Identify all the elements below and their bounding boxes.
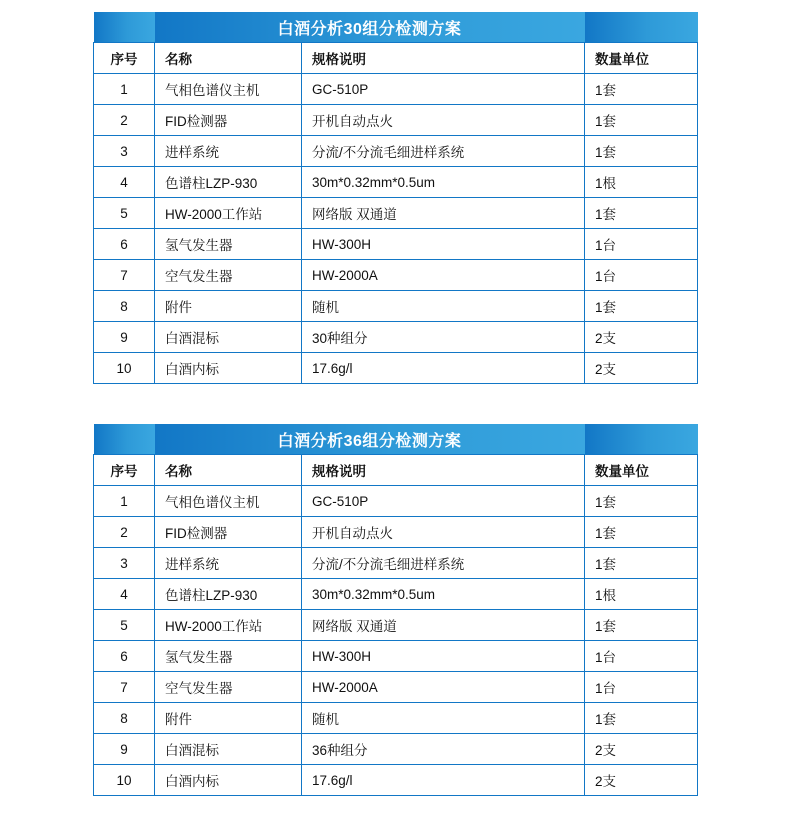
cell-qty: 1套 <box>585 703 698 734</box>
cell-name: 气相色谱仪主机 <box>155 74 302 105</box>
cell-name: 白酒混标 <box>155 734 302 765</box>
cell-index: 7 <box>94 672 155 703</box>
cell-name: 附件 <box>155 291 302 322</box>
cell-index: 3 <box>94 548 155 579</box>
column-header-name: 名称 <box>155 455 302 486</box>
cell-qty: 1套 <box>585 548 698 579</box>
cell-name: 空气发生器 <box>155 672 302 703</box>
table-header-row <box>94 455 698 486</box>
cell-index: 7 <box>94 260 155 291</box>
cell-spec: 网络版 双通道 <box>302 610 585 641</box>
table-row <box>94 322 698 353</box>
cell-spec: GC-510P <box>302 74 585 105</box>
cell-spec: HW-300H <box>302 641 585 672</box>
cell-index: 3 <box>94 136 155 167</box>
cell-name: 附件 <box>155 703 302 734</box>
table-title: 白酒分析36组分检测方案 <box>155 424 585 455</box>
table-row <box>94 74 698 105</box>
spec-table <box>93 424 698 796</box>
table-row <box>94 486 698 517</box>
cell-name: 空气发生器 <box>155 260 302 291</box>
cell-qty: 2支 <box>585 734 698 765</box>
cell-qty: 1套 <box>585 517 698 548</box>
spec-table <box>93 12 698 384</box>
cell-spec: 30m*0.32mm*0.5um <box>302 167 585 198</box>
cell-spec: 30m*0.32mm*0.5um <box>302 579 585 610</box>
table-title: 白酒分析30组分检测方案 <box>155 12 585 43</box>
cell-qty: 1台 <box>585 229 698 260</box>
table-row <box>94 291 698 322</box>
cell-index: 8 <box>94 703 155 734</box>
cell-spec: 17.6g/l <box>302 353 585 384</box>
table-row <box>94 765 698 796</box>
cell-qty: 1台 <box>585 260 698 291</box>
cell-name: HW-2000工作站 <box>155 198 302 229</box>
cell-qty: 2支 <box>585 322 698 353</box>
cell-spec: 分流/不分流毛细进样系统 <box>302 548 585 579</box>
table-row <box>94 641 698 672</box>
title-spacer-right <box>585 424 698 455</box>
cell-spec: 36种组分 <box>302 734 585 765</box>
cell-spec: 分流/不分流毛细进样系统 <box>302 136 585 167</box>
cell-spec: 随机 <box>302 291 585 322</box>
table-row <box>94 610 698 641</box>
table-row <box>94 734 698 765</box>
cell-spec: 开机自动点火 <box>302 517 585 548</box>
cell-qty: 1套 <box>585 136 698 167</box>
table-body <box>94 74 698 384</box>
cell-name: 氢气发生器 <box>155 641 302 672</box>
table-title-row <box>94 12 698 43</box>
table-row <box>94 672 698 703</box>
cell-index: 4 <box>94 167 155 198</box>
column-header-index: 序号 <box>94 455 155 486</box>
table-row <box>94 517 698 548</box>
cell-index: 4 <box>94 579 155 610</box>
cell-spec: 开机自动点火 <box>302 105 585 136</box>
cell-qty: 1套 <box>585 74 698 105</box>
table-row <box>94 198 698 229</box>
cell-name: 色谱柱LZP-930 <box>155 167 302 198</box>
table-header-row <box>94 43 698 74</box>
cell-index: 5 <box>94 198 155 229</box>
cell-index: 9 <box>94 734 155 765</box>
cell-spec: HW-2000A <box>302 260 585 291</box>
cell-qty: 1套 <box>585 486 698 517</box>
table-row <box>94 136 698 167</box>
cell-index: 6 <box>94 229 155 260</box>
cell-name: FID检测器 <box>155 517 302 548</box>
cell-qty: 1台 <box>585 641 698 672</box>
cell-spec: HW-300H <box>302 229 585 260</box>
cell-name: 白酒内标 <box>155 353 302 384</box>
column-header-qty: 数量单位 <box>585 43 698 74</box>
title-spacer-left <box>94 424 155 455</box>
cell-index: 8 <box>94 291 155 322</box>
spec-table-block-36 <box>93 424 697 796</box>
cell-index: 1 <box>94 486 155 517</box>
column-header-spec: 规格说明 <box>302 43 585 74</box>
cell-qty: 1套 <box>585 105 698 136</box>
cell-index: 5 <box>94 610 155 641</box>
cell-spec: 随机 <box>302 703 585 734</box>
cell-qty: 1根 <box>585 579 698 610</box>
table-row <box>94 229 698 260</box>
spec-table-block-30 <box>93 12 697 384</box>
title-spacer-left <box>94 12 155 43</box>
cell-name: HW-2000工作站 <box>155 610 302 641</box>
column-header-name: 名称 <box>155 43 302 74</box>
table-row <box>94 105 698 136</box>
cell-qty: 1套 <box>585 198 698 229</box>
table-row <box>94 703 698 734</box>
title-spacer-right <box>585 12 698 43</box>
table-row <box>94 548 698 579</box>
column-header-qty: 数量单位 <box>585 455 698 486</box>
cell-name: 白酒内标 <box>155 765 302 796</box>
column-header-index: 序号 <box>94 43 155 74</box>
cell-index: 2 <box>94 105 155 136</box>
cell-name: 色谱柱LZP-930 <box>155 579 302 610</box>
cell-index: 9 <box>94 322 155 353</box>
cell-qty: 1根 <box>585 167 698 198</box>
cell-index: 10 <box>94 765 155 796</box>
table-row <box>94 260 698 291</box>
table-title-row <box>94 424 698 455</box>
cell-qty: 1台 <box>585 672 698 703</box>
table-row <box>94 353 698 384</box>
cell-spec: 17.6g/l <box>302 765 585 796</box>
cell-spec: 网络版 双通道 <box>302 198 585 229</box>
cell-spec: GC-510P <box>302 486 585 517</box>
column-header-spec: 规格说明 <box>302 455 585 486</box>
cell-name: 进样系统 <box>155 548 302 579</box>
cell-qty: 2支 <box>585 353 698 384</box>
cell-name: 气相色谱仪主机 <box>155 486 302 517</box>
cell-spec: HW-2000A <box>302 672 585 703</box>
cell-name: FID检测器 <box>155 105 302 136</box>
cell-index: 1 <box>94 74 155 105</box>
cell-qty: 1套 <box>585 610 698 641</box>
table-row <box>94 579 698 610</box>
cell-index: 10 <box>94 353 155 384</box>
cell-spec: 30种组分 <box>302 322 585 353</box>
cell-name: 进样系统 <box>155 136 302 167</box>
table-row <box>94 167 698 198</box>
cell-name: 白酒混标 <box>155 322 302 353</box>
cell-index: 2 <box>94 517 155 548</box>
cell-index: 6 <box>94 641 155 672</box>
cell-qty: 2支 <box>585 765 698 796</box>
cell-name: 氢气发生器 <box>155 229 302 260</box>
table-body <box>94 486 698 796</box>
cell-qty: 1套 <box>585 291 698 322</box>
